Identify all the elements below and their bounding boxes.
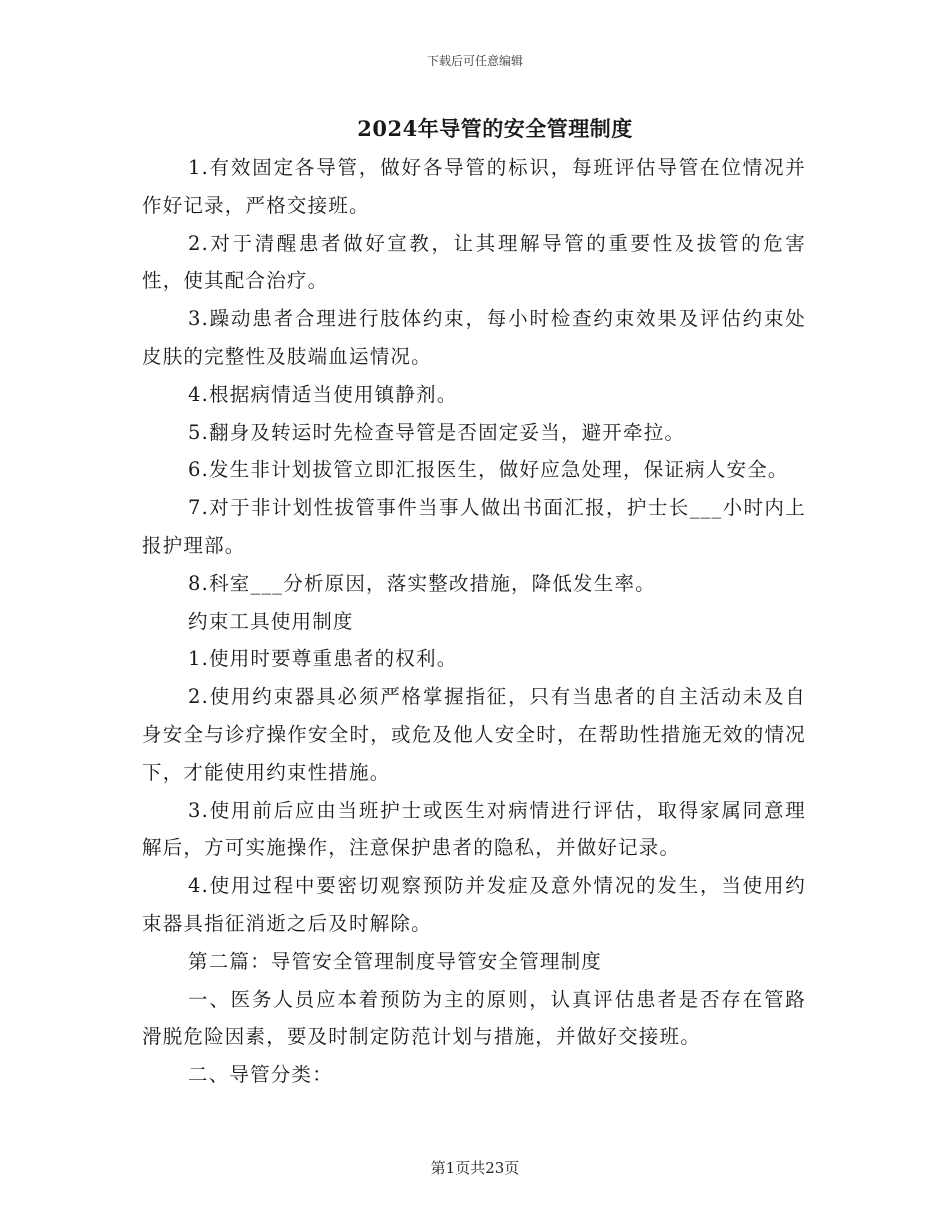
- paragraph: 4.使用过程中要密切观察预防并发症及意外情况的发生，当使用约束器具指征消逝之后及时解除。: [142, 874, 806, 935]
- paragraph: 2.使用约束器具必须严格掌握指征，只有当患者的自主活动未及自身安全与诊疗操作安全时，或危及他人安全时，在帮助性措施无效的情况下，才能使用约束性措施。: [142, 685, 806, 784]
- paragraph: 二、导管分类：: [188, 1063, 333, 1087]
- paragraph: 4.根据病情适当使用镇静剂。: [188, 382, 458, 406]
- paragraph: 8.科室___分析原因，落实整改措施，降低发生率。: [188, 571, 656, 595]
- page-footer-number: 第1页共23页: [430, 1159, 520, 1177]
- paragraph: 1.使用时要尊重患者的权利。: [188, 647, 458, 671]
- section-heading: 第二篇：导管安全管理制度导管安全管理制度: [188, 949, 603, 973]
- paragraph: 7.对于非计划性拔管事件当事人做出书面汇报，护士长___小时内上报护理部。: [142, 496, 806, 557]
- section-heading: 约束工具使用制度: [188, 609, 354, 633]
- document-body: [142, 149, 806, 1094]
- page-header-note: 下载后可任意编辑: [426, 54, 523, 68]
- paragraph: 6.发生非计划拔管立即汇报医生，做好应急处理，保证病人安全。: [188, 458, 789, 482]
- paragraph: 3.躁动患者合理进行肢体约束，每小时检查约束效果及评估约束处皮肤的完整性及肢端血运情况。: [142, 307, 806, 368]
- paragraph: 一、医务人员应本着预防为主的原则，认真评估患者是否存在管路滑脱危险因素，要及时制定防范计划与措施，并做好交接班。: [142, 987, 806, 1049]
- paragraph: 3.使用前后应由当班护士或医生对病情进行评估，取得家属同意理解后，方可实施操作，注意保护患者的隐私，并做好记录。: [142, 798, 806, 860]
- paragraph: 5.翻身及转运时先检查导管是否固定妥当，避开牵拉。: [188, 420, 686, 444]
- document-title: 2024年导管的安全管理制度: [357, 116, 633, 141]
- paragraph: 2.对于清醒患者做好宣教，让其理解导管的重要性及拔管的危害性，使其配合治疗。: [142, 231, 806, 293]
- paragraph: 1.有效固定各导管，做好各导管的标识，每班评估导管在位情况并作好记录，严格交接班。: [142, 156, 806, 217]
